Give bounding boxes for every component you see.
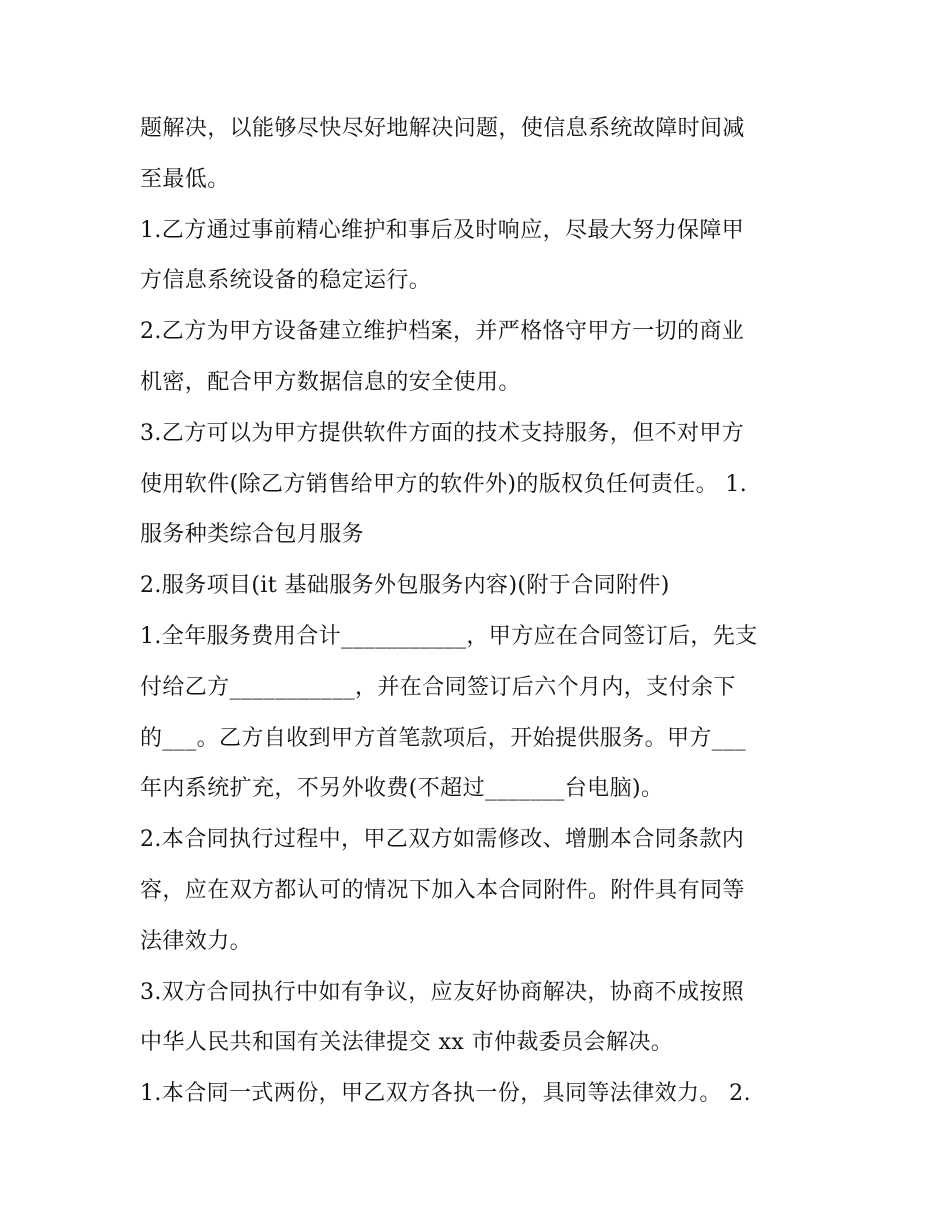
text-line: 方信息系统设备的稳定运行。 xyxy=(140,268,432,294)
text-line: 至最低。 xyxy=(140,166,230,192)
text-line: 1.本合同一式两份，甲乙双方各执一份，具同等法律效力。 2. xyxy=(140,1081,751,1107)
text-line: 使用软件(除乙方销售给甲方的软件外)的版权负任何责任。 1. xyxy=(140,471,748,497)
text-line: 2.本合同执行过程中，甲乙双方如需修改、增删本合同条款内 xyxy=(140,827,745,853)
text-line: 1.全年服务费用合计___________，甲方应在合同签订后，先支 xyxy=(140,623,758,649)
text-line: 3.双方合同执行中如有争议，应友好协商解决，协商不成按照 xyxy=(140,979,745,1005)
text-line: 年内系统扩充，不另外收费(不超过_______台电脑)。 xyxy=(140,776,664,802)
text-line: 付给乙方___________，并在合同签订后六个月内，支付余下 xyxy=(140,674,736,700)
text-line: 机密，配合甲方数据信息的安全使用。 xyxy=(140,369,521,395)
text-line: 服务种类综合包月服务 xyxy=(140,522,365,548)
text-line: 3.乙方可以为甲方提供软件方面的技术支持服务，但不对甲方 xyxy=(140,420,745,446)
text-line: 的___。乙方自收到甲方首笔款项后，开始提供服务。甲方___ xyxy=(140,725,747,751)
text-line: 题解决，以能够尽快尽好地解决问题，使信息系统故障时间减 xyxy=(140,116,745,141)
text-line: 1.乙方通过事前精心维护和事后及时响应，尽最大努力保障甲 xyxy=(140,217,745,243)
text-line: 法律效力。 xyxy=(140,928,253,954)
text-line: 中华人民共和国有关法律提交 xx 市仲裁委员会解决。 xyxy=(140,1030,674,1056)
text-line: 容，应在双方都认可的情况下加入本合同附件。附件具有同等 xyxy=(140,877,745,903)
document-body xyxy=(140,104,840,1120)
text-line: 2.服务项目(it 基础服务外包服务内容)(附于合同附件) xyxy=(140,573,670,599)
text-line: 2.乙方为甲方设备建立维护档案，并严格恪守甲方一切的商业 xyxy=(140,319,745,345)
